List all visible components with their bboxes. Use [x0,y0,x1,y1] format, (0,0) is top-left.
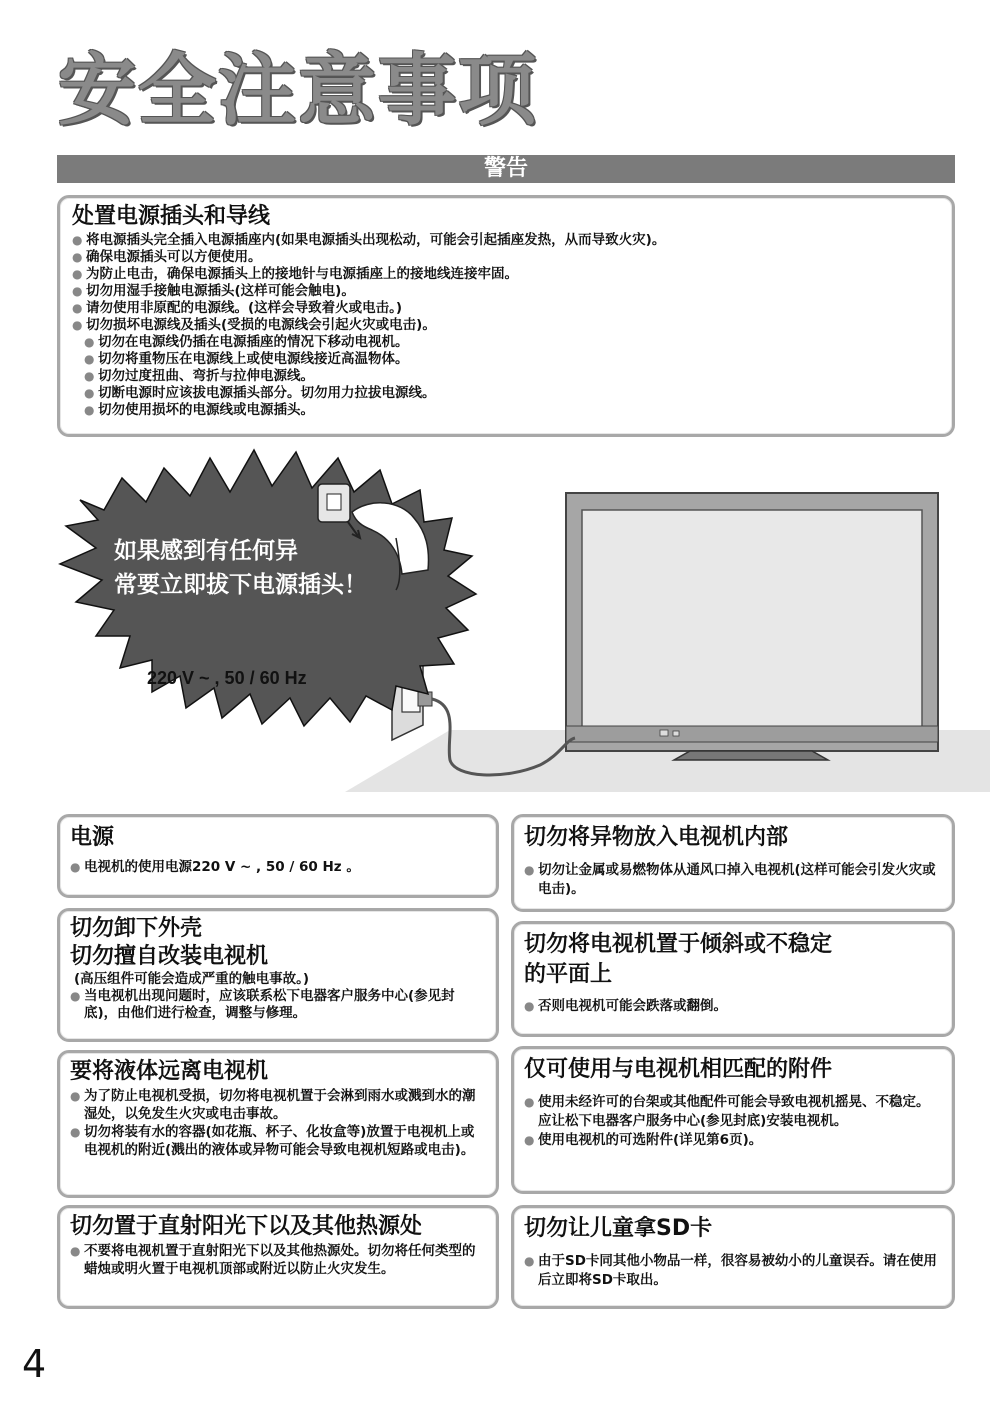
list-item: ● 电视机的使用电源220 V ~ , 50 / 60 Hz 。 [70,859,486,876]
list-item: ● 使用电视机的可选附件(详见第6页)。 [524,1131,940,1150]
warning-banner [57,155,955,183]
tv-set [566,493,938,760]
cover-heading-1: 切勿卸下外壳 [70,916,203,941]
accessory-section [511,1046,955,1194]
sun-heading: 切勿置于直射阳光下以及其他热源处 [70,1214,423,1239]
cover-note: (高压组件可能会造成严重的触电事故。) [74,971,310,987]
list-item: ● 切勿将重物压在电源线上或使电源线接近高温物体。 [72,351,942,368]
tilt-heading-2: 的平面上 [524,962,613,987]
page-title: 安全注意事项 [58,46,539,136]
list-item: ● 将电源插头完全插入电源插座内(如果电源插头出现松动，可能会引起插座发热，从而导致火灾)。 [72,232,942,249]
plug-section [57,195,955,437]
power-heading: 电源 [70,825,115,850]
tilt-heading-1: 切勿将电视机置于倾斜或不稳定 [524,932,833,957]
accessory-heading: 仅可使用与电视机相匹配的附件 [524,1057,833,1082]
list-item: ● 请勿使用非原配的电源线。(这样会导致着火或电击。) [72,300,942,317]
list-item: ● 确保电源插头可以方便使用。 [72,249,942,266]
accessory-list [524,1093,940,1150]
liquid-heading: 要将液体远离电视机 [70,1059,269,1084]
cover-section [57,908,499,1042]
list-item: ● 切勿使用损坏的电源线或电源插头。 [72,402,942,419]
list-item: ● 切勿让金属或易燃物体从通风口掉入电视机(这样可能会引发火灾或电击)。 [524,861,940,899]
list-item: ● 由于SD卡同其他小物品一样，很容易被幼小的儿童误吞。请在使用后立即将SD卡取出。 [524,1252,940,1290]
list-item: ● 否则电视机可能会跌落或翻倒。 [524,998,940,1015]
warning-label: 警告 [483,156,528,181]
cover-heading-2: 切勿擅自改装电视机 [70,944,269,969]
list-item: ● 切勿在电源线仍插在电源插座的情况下移动电视机。 [72,334,942,351]
cover-list [70,988,486,1022]
burst-text-line1: 如果感到有任何异 [114,538,298,564]
list-item: ● 切勿损坏电源线及插头(受损的电源线会引起火灾或电击)。 [72,317,942,334]
list-item: ● 使用未经许可的台架或其他配件可能会导致电视机摇晃、不稳定。应让松下电器客户服务中心(参见封底)安装电视机。 [524,1093,940,1131]
list-item: ● 当电视机出现问题时，应该联系松下电器客户服务中心(参见封底)，由他们进行检查，调整与修理。 [70,988,486,1022]
sdcard-heading: 切勿让儿童拿SD卡 [524,1216,713,1241]
sun-list [70,1242,484,1278]
plug-list [72,232,942,419]
foreign-heading: 切勿将异物放入电视机内部 [524,825,789,850]
sdcard-list [524,1252,940,1290]
power-section [57,814,499,898]
tilt-section [511,921,955,1037]
page-number: 4 [22,1342,47,1386]
list-item: ● 为防止电击，确保电源插头上的接地针与电源插座上的接地线连接牢固。 [72,266,942,283]
list-item: ● 为了防止电视机受损，切勿将电视机置于会淋到雨水或溅到水的潮湿处，以免发生火灾或电击事故。 [70,1087,484,1123]
list-item: ● 切断电源时应该拔电源插头部分。切勿用力拉拔电源线。 [72,385,942,402]
foreign-list [524,861,940,899]
burst-text-line2: 常要立即拔下电源插头！ [114,572,367,598]
sun-section [57,1205,499,1309]
tv-illustration [0,440,990,805]
list-item: ● 切勿过度扭曲、弯折与拉伸电源线。 [72,368,942,385]
power-list [70,859,486,876]
sdcard-section [511,1205,955,1309]
foreign-object-section [511,814,955,912]
list-item: ● 切勿将装有水的容器(如花瓶、杯子、化妆盒等)放置于电视机上或电视机的附近(溅出的液体或异物可能会导致电视机短路或电击)。 [70,1123,484,1159]
plug-heading: 处置电源插头和导线 [72,204,271,229]
liquid-list [70,1087,484,1159]
tilt-list [524,998,940,1015]
voltage-label: 220 V ~ , 50 / 60 Hz [147,668,307,688]
list-item: ● 不要将电视机置于直射阳光下以及其他热源处。切勿将任何类型的蜡烛或明火置于电视机顶部或附近以防止火灾发生。 [70,1242,484,1278]
liquid-section [57,1050,499,1198]
list-item: ● 切勿用湿手接触电源插头(这样可能会触电)。 [72,283,942,300]
